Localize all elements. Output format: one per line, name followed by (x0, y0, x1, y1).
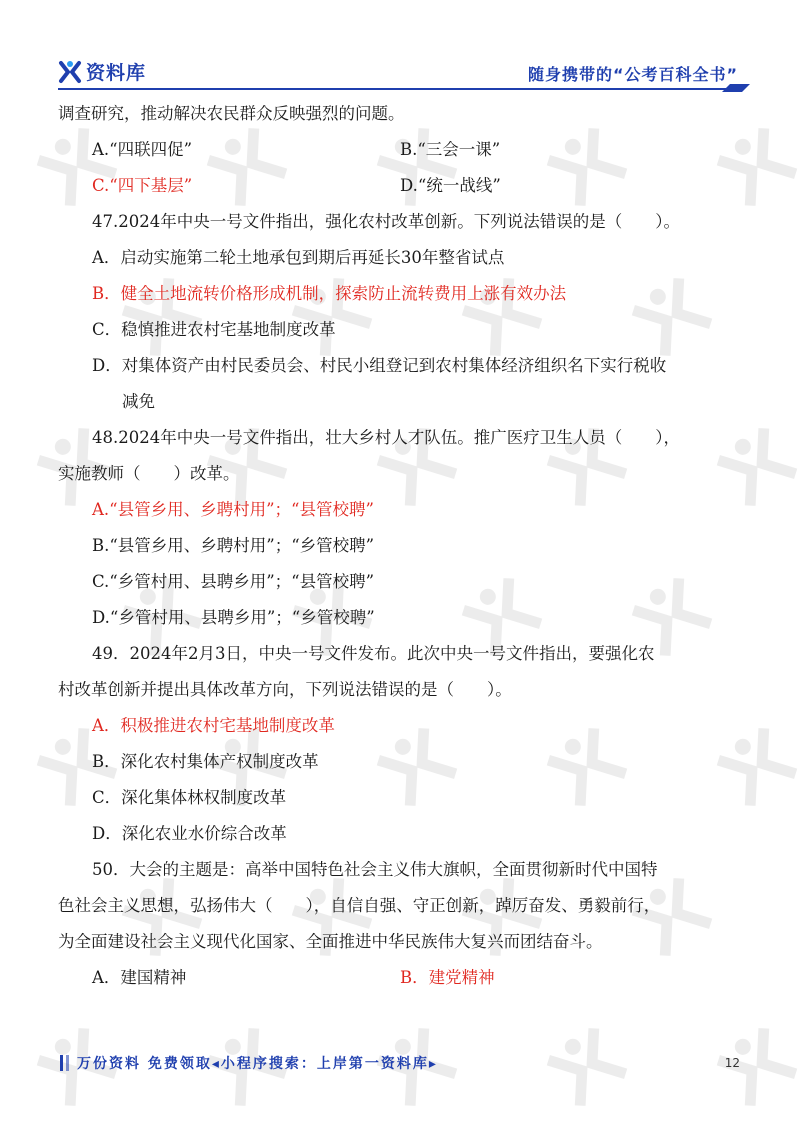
answer-option: C．深化集体林权制度改革 (92, 788, 287, 807)
answer-option: B．深化农村集体产权制度改革 (92, 752, 319, 771)
answer-option: B．健全土地流转价格形成机制，探索防止流转费用上涨有效办法 (92, 284, 567, 303)
answer-option: D．深化农业水价综合改革 (92, 824, 287, 843)
logo-x-icon (58, 60, 82, 84)
answer-option: A．启动实施第二轮土地承包到期后再延长30年整省试点 (92, 248, 505, 267)
answer-option: A．积极推进农村宅基地制度改革 (92, 716, 335, 735)
answer-option: C．稳慎推进农村宅基地制度改革 (92, 320, 336, 339)
option-left: A.“四联四促” (92, 140, 193, 159)
answer-option-continuation: 减免 (122, 392, 155, 411)
option-row (58, 132, 740, 168)
text-line: 色社会主义思想，弘扬伟大（ ），自信自强、守正创新，踔厉奋发、勇毅前行， (58, 896, 661, 915)
question-stem: 50．大会的主题是：高举中国特色社会主义伟大旗帜，全面贯彻新时代中国特 (92, 860, 658, 879)
option-right: B．建党精神 (400, 968, 495, 987)
option-left: A．建国精神 (92, 968, 187, 987)
question-content (58, 96, 740, 996)
question-stem: 49．2024年2月3日，中央一号文件发布。此次中央一号文件指出，要强化农 (92, 644, 655, 663)
text-line: 实施教师（ ）改革。 (58, 464, 240, 483)
option-right: D.“统一战线” (400, 176, 501, 195)
header-slogan: 随身携带的“公考百科全书” (527, 65, 738, 84)
text-line: 调查研究，推动解决农民群众反映强烈的问题。 (58, 104, 405, 123)
text-line: 村改革创新并提出具体改革方向，下列说法错误的是（ ）。 (58, 680, 512, 699)
answer-option: A.“县管乡用、乡聘村用”；“县管校聘” (92, 500, 374, 519)
header-accent-icon (722, 84, 750, 92)
logo-text: 资料库 (86, 62, 147, 84)
text-line: 为全面建设社会主义现代化国家、全面推进中华民族伟大复兴而团结奋斗。 (58, 932, 603, 951)
answer-option: C.“乡管村用、县聘乡用”；“县管校聘” (92, 572, 375, 591)
option-right: B.“三会一课” (400, 140, 501, 159)
answer-option: D．对集体资产由村民委员会、村民小组登记到农村集体经济组织名下实行税收 (92, 356, 667, 375)
footer-bar (66, 1055, 69, 1071)
option-row (58, 960, 740, 996)
option-row (58, 168, 740, 204)
footer-promo: 万份资料 免费领取◂小程序搜索：上岸第一资料库▸ (77, 1056, 438, 1072)
logo (58, 58, 146, 85)
question-stem: 47.2024年中央一号文件指出，强化农村改革创新。下列说法错误的是（ ）。 (92, 212, 680, 231)
page-footer (60, 1052, 740, 1074)
question-stem: 48.2024年中央一号文件指出，壮大乡村人才队伍。推广医疗卫生人员（ ）， (92, 428, 680, 447)
answer-option: D.“乡管村用、县聘乡用”；“乡管校聘” (92, 608, 375, 627)
answer-option: B.“县管乡用、乡聘村用”；“乡管校聘” (92, 536, 375, 555)
footer-bar (60, 1055, 63, 1071)
option-left: C.“四下基层” (92, 176, 193, 195)
page-header (58, 56, 750, 96)
page-number: 12 (724, 1056, 740, 1070)
header-rule (58, 88, 730, 90)
